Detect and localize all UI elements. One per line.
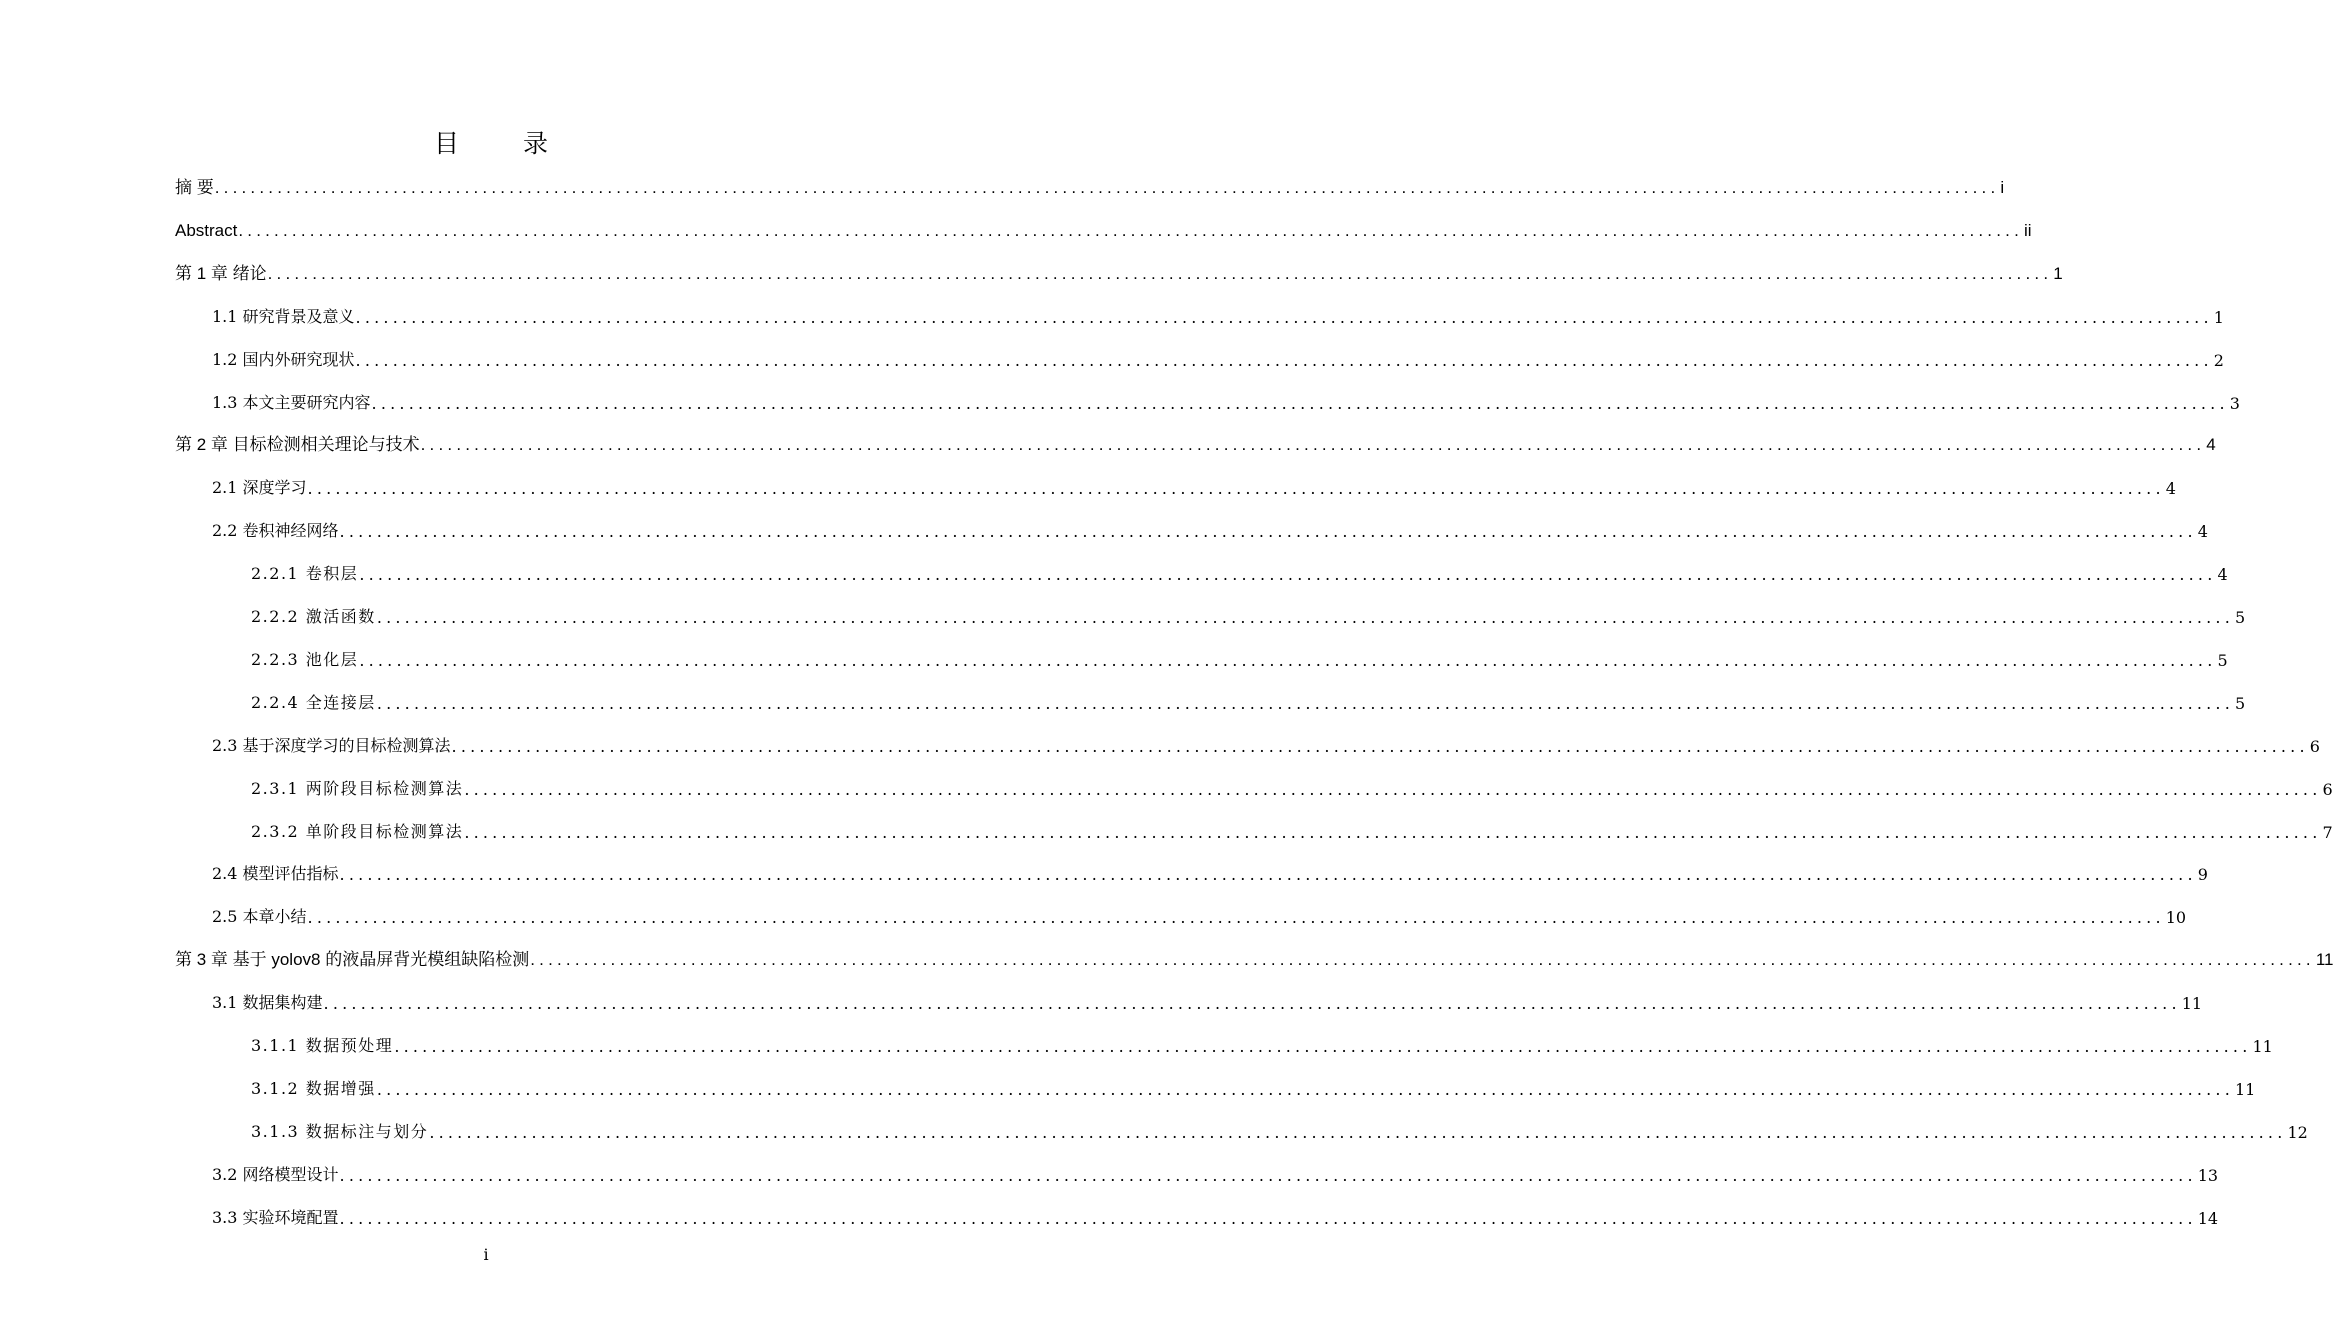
toc-entry[interactable]	[212, 897, 2187, 928]
toc-entry[interactable]	[251, 1112, 2308, 1142]
toc-entry-title: 3.1 数据集构建	[212, 993, 323, 1013]
toc-entry-page: 5	[2235, 608, 2246, 627]
toc-entry-title: 2.3.1 两阶段目标检测算法	[251, 778, 464, 798]
toc-dot-leader: ........................................................................................................................................................................................................	[359, 565, 2217, 585]
toc-dot-leader: ........................................................................................................................................................................................................	[376, 693, 2234, 713]
toc-entry[interactable]	[212, 468, 2176, 499]
toc-entry-page: 12	[2287, 1122, 2308, 1142]
toc-entry[interactable]	[251, 640, 2228, 670]
toc-entry-title: 2.2.2 激活函数	[251, 607, 376, 626]
toc-entry-page: 11	[2235, 1079, 2256, 1099]
toc-entry-title: Abstract	[175, 220, 238, 240]
toc-entry[interactable]	[175, 254, 2063, 284]
toc-dot-leader: ........................................................................................................................................................................................................	[429, 1122, 2287, 1142]
toc-entry-title: 1.2 国内外研究现状	[212, 349, 355, 369]
toc-dot-leader: ........................................................................................................................................................................................................	[355, 307, 2213, 327]
toc-entry-title: 2.1 深度学习	[212, 478, 307, 498]
toc-entry[interactable]	[251, 812, 2333, 842]
toc-entry-page: 6	[2322, 779, 2333, 799]
toc-dot-leader: ........................................................................................................................................................................................................	[451, 736, 2309, 756]
toc-dot-leader: ........................................................................................................................................................................................................	[420, 435, 2206, 455]
toc-entry-title: 第 2 章 目标检测相关理论与技术	[175, 435, 420, 455]
toc-entry-page: 14	[2197, 1208, 2219, 1228]
toc-entry[interactable]	[175, 940, 2334, 970]
toc-entry[interactable]	[212, 511, 2208, 542]
toc-entry-page: 4	[2165, 479, 2176, 499]
toc-dot-leader: ........................................................................................................................................................................................................	[307, 479, 2165, 499]
toc-entry-title: 摘 要	[175, 178, 214, 197]
toc-entry-title: 2.2.4 全连接层	[251, 692, 376, 712]
toc-dot-leader: ........................................................................................................................................................................................................	[238, 220, 2023, 240]
toc-entry-page: 7	[2322, 822, 2333, 842]
toc-dot-leader: ........................................................................................................................................................................................................	[394, 1037, 2252, 1056]
toc-entry-title: 2.4 模型评估指标	[212, 864, 339, 884]
toc-entry-page: 5	[2235, 693, 2246, 713]
toc-dot-leader: ........................................................................................................................................................................................................	[464, 822, 2322, 842]
toc-dot-leader: ........................................................................................................................................................................................................	[339, 865, 2197, 885]
toc-entry-title: 2.2 卷积神经网络	[212, 521, 339, 541]
toc-entry[interactable]	[212, 854, 2208, 885]
page-number: i	[483, 1245, 489, 1264]
toc-dot-leader: ........................................................................................................................................................................................................	[339, 1208, 2197, 1228]
toc-entry-title: 1.3 本文主要研究内容	[212, 392, 371, 412]
toc-entry[interactable]	[251, 1069, 2256, 1099]
toc-entry[interactable]	[212, 983, 2203, 1014]
toc-dot-leader: ........................................................................................................................................................................................................	[530, 950, 2315, 970]
toc-entry-page: 6	[2309, 736, 2320, 756]
toc-entry-page: 11	[2252, 1037, 2273, 1056]
toc-entry-page: 1	[2053, 263, 2063, 283]
toc-dot-leader: ........................................................................................................................................................................................................	[464, 779, 2322, 799]
toc-dot-leader: ........................................................................................................................................................................................................	[214, 178, 2000, 197]
toc-dot-leader: ........................................................................................................................................................................................................	[359, 650, 2217, 670]
toc-entry-title: 第 1 章 绪论	[175, 263, 267, 283]
toc-entry[interactable]	[251, 769, 2333, 799]
toc-entry[interactable]	[251, 1026, 2273, 1056]
toc-dot-leader: ........................................................................................................................................................................................................	[339, 1165, 2197, 1185]
toc-entry-page: 2	[2213, 350, 2224, 370]
toc-entry-page: 5	[2217, 650, 2228, 670]
toc-entry[interactable]	[251, 597, 2246, 627]
toc-entry-title: 2.5 本章小结	[212, 907, 307, 927]
toc-entry-title: 2.3.2 单阶段目标检测算法	[251, 821, 464, 841]
toc-dot-leader: ........................................................................................................................................................................................................	[376, 608, 2234, 627]
toc-dot-leader: ........................................................................................................................................................................................................	[323, 994, 2181, 1014]
toc-dot-leader: ........................................................................................................................................................................................................	[339, 522, 2197, 542]
toc-entry[interactable]	[212, 726, 2320, 756]
toc-entry-page: 10	[2165, 908, 2187, 928]
toc-entry-page: 13	[2197, 1165, 2219, 1185]
toc-entry-page: 4	[2217, 565, 2228, 585]
toc-entry[interactable]	[212, 1155, 2219, 1185]
toc-entry-page: 9	[2197, 865, 2208, 885]
toc-dot-leader: ........................................................................................................................................................................................................	[355, 350, 2213, 370]
toc-entry[interactable]	[212, 297, 2224, 327]
page-title: 目 录	[434, 129, 576, 158]
toc-entry-page: ii	[2024, 220, 2032, 240]
toc-entry-title: 3.1.2 数据增强	[251, 1078, 376, 1098]
toc-entry[interactable]	[175, 425, 2216, 455]
toc-entry[interactable]	[251, 554, 2228, 585]
toc-entry-title: 2.2.1 卷积层	[251, 564, 359, 584]
toc-entry-title: 2.3 基于深度学习的目标检测算法	[212, 735, 451, 755]
toc-entry[interactable]	[212, 340, 2224, 370]
toc-entry-title: 第 3 章 基于 yolov8 的液晶屏背光模组缺陷检测	[175, 950, 530, 970]
toc-entry-title: 3.2 网络模型设计	[212, 1164, 339, 1184]
toc-entry[interactable]	[212, 1198, 2219, 1228]
toc-entry[interactable]	[175, 168, 2005, 198]
toc-entry-title: 3.1.1 数据预处理	[251, 1036, 394, 1055]
toc-entry[interactable]	[175, 211, 2032, 241]
toc-entry-page: 3	[2229, 393, 2240, 413]
toc-dot-leader: ........................................................................................................................................................................................................	[371, 393, 2229, 413]
toc-entry-page: 4	[2197, 522, 2208, 542]
toc-entry-title: 2.2.3 池化层	[251, 649, 359, 669]
toc-entry-page: 11	[2181, 994, 2203, 1014]
toc-dot-leader: ........................................................................................................................................................................................................	[267, 263, 2053, 283]
toc-entry[interactable]	[251, 683, 2246, 713]
toc-entry[interactable]	[212, 383, 2240, 413]
toc-dot-leader: ........................................................................................................................................................................................................	[307, 908, 2165, 928]
toc-entry-title: 3.1.3 数据标注与划分	[251, 1121, 429, 1141]
toc-entry-page: 1	[2213, 307, 2224, 327]
toc-entry-page: 11	[2315, 950, 2334, 970]
toc-entry-title: 1.1 研究背景及意义	[212, 306, 355, 326]
toc-entry-page: 4	[2206, 435, 2216, 455]
toc-entry-page: i	[2000, 178, 2005, 197]
toc-entry-title: 3.3 实验环境配置	[212, 1207, 339, 1227]
toc-dot-leader: ........................................................................................................................................................................................................	[376, 1079, 2234, 1099]
